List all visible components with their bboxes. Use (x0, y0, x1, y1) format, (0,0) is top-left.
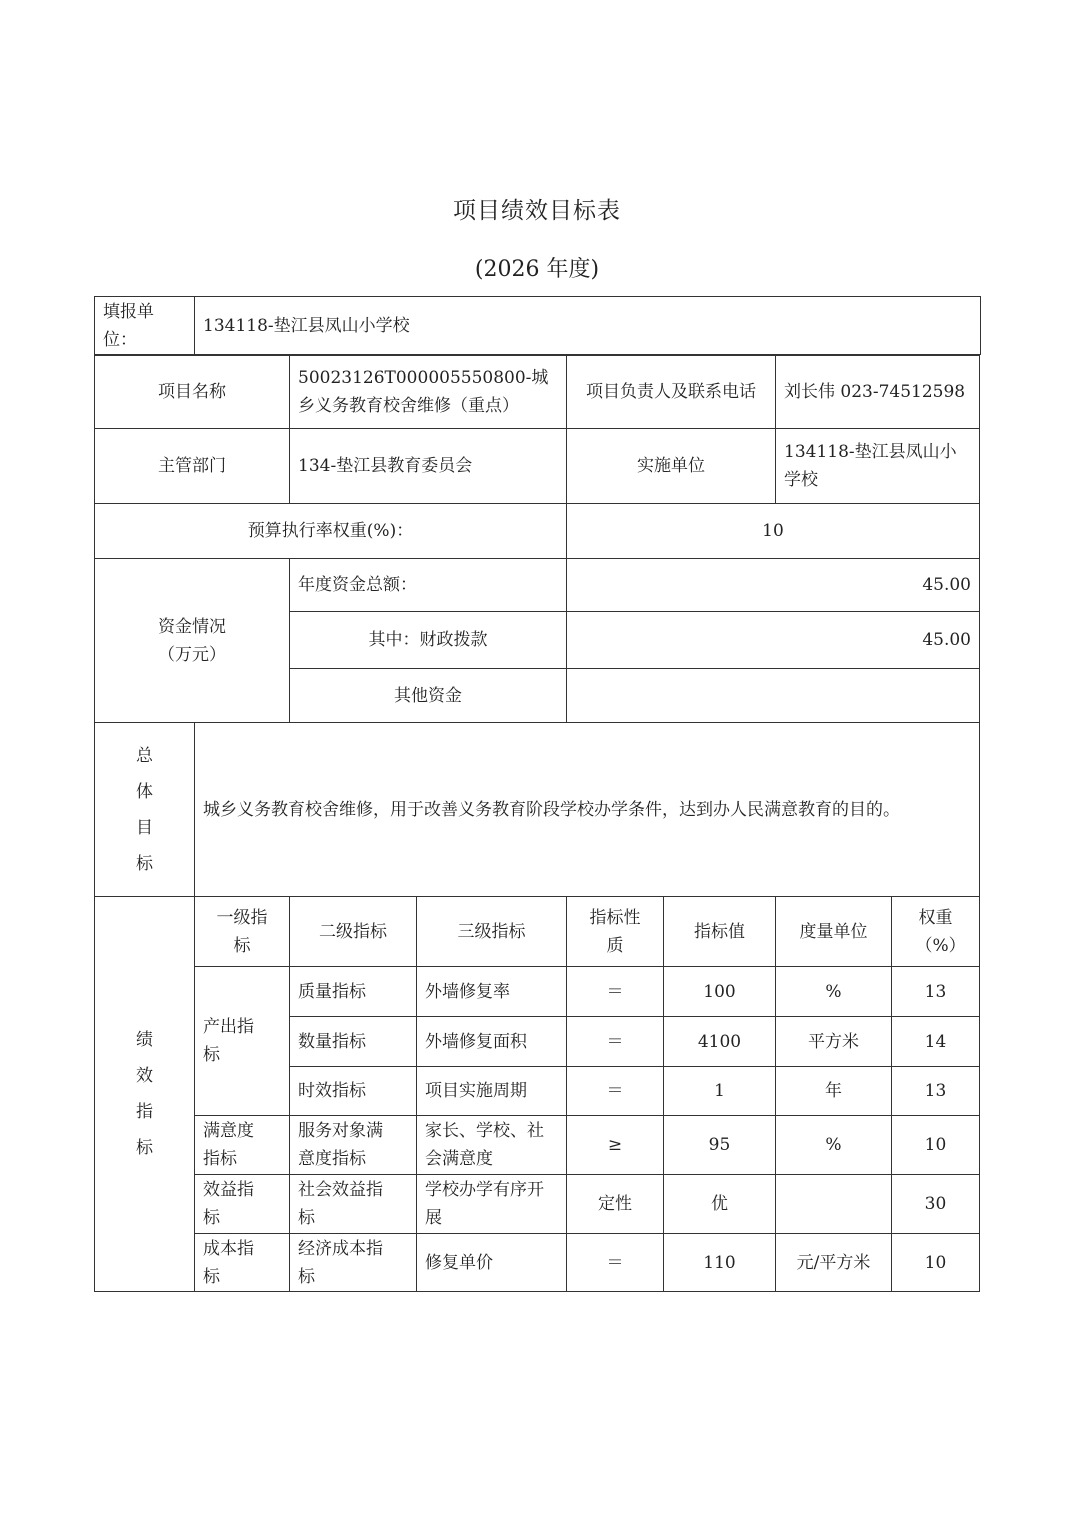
page-subtitle: (2026 年度) (474, 257, 600, 282)
weight-text: 14 (924, 1031, 947, 1052)
level1-output-text: 产出指标 (203, 1017, 254, 1065)
nature-text: ＝ (606, 981, 624, 1002)
budget-value-cell (566, 503, 980, 559)
table-row-cell (891, 1174, 980, 1234)
unit-text: 年 (825, 1081, 842, 1101)
level3-text: 外墙修复率 (425, 981, 510, 1002)
header-level3-text: 三级指标 (457, 921, 526, 942)
funds-other-label-cell (289, 668, 567, 723)
level1-satisfaction-text: 满意度指标 (203, 1121, 254, 1169)
unit-text: 元/平方米 (796, 1252, 871, 1273)
table-row-cell (566, 1066, 664, 1116)
goal-text-cell (194, 722, 980, 897)
goal-text: 城乡义务教育校舍维修，用于改善义务教育阶段学校办学条件，达到办人民满意教育的目的。 (203, 799, 900, 820)
nature-text: ＝ (606, 1081, 624, 1101)
table-row-cell (663, 1174, 776, 1234)
table-row-cell (566, 1174, 664, 1234)
table-row-cell (775, 966, 892, 1017)
filing-unit-label-cell (94, 296, 195, 355)
nature-text: ≥ (607, 1135, 623, 1155)
funds-label-cell (94, 558, 290, 723)
project-leader-value: 刘长伟 023-74512598 (784, 382, 966, 402)
impl-value-cell (775, 428, 980, 504)
dept-label: 主管部门 (158, 456, 226, 476)
table-row-cell (289, 1174, 417, 1234)
project-leader-label: 项目负责人及联系电话 (586, 382, 756, 402)
header-unit-text: 度量单位 (799, 921, 868, 942)
level2-text: 时效指标 (298, 1081, 366, 1101)
unit-text: % (825, 981, 842, 1002)
header-value (663, 896, 776, 967)
table-row-cell (416, 1066, 567, 1116)
project-name-label: 项目名称 (158, 382, 226, 402)
funds-total-label: 年度资金总额： (298, 575, 417, 595)
indicators-label-cell (94, 896, 195, 1292)
header-nature-text: 指标性质 (589, 907, 641, 956)
budget-value: 10 (762, 521, 784, 541)
nature-text: ＝ (606, 1252, 624, 1273)
level2-text: 经济成本指标 (298, 1238, 383, 1287)
funds-fiscal-label: 其中：财政拨款 (368, 630, 488, 650)
project-name-value: 50023126T000005550800-城乡义务教育校舍维修（重点） (298, 368, 549, 416)
funds-other-label: 其他资金 (394, 685, 462, 706)
level1-benefit-text: 效益指标 (203, 1180, 254, 1228)
funds-label: 资金情况（万元） (158, 616, 226, 665)
value-text: 95 (708, 1135, 731, 1155)
value-text: 1 (714, 1081, 725, 1101)
level3-text: 外墙修复面积 (425, 1031, 527, 1052)
table-row-cell (289, 1016, 417, 1067)
budget-label-cell (94, 503, 567, 559)
unit-text: % (825, 1135, 842, 1155)
dept-value: 134-垫江县教育委员会 (298, 456, 473, 476)
table-row-cell (663, 1233, 776, 1292)
weight-text: 10 (924, 1135, 947, 1155)
table-row-cell (289, 1233, 417, 1292)
project-leader-label-cell (566, 355, 776, 429)
table-row-cell (775, 1115, 892, 1175)
weight-text: 30 (924, 1194, 947, 1214)
table-row-cell (566, 966, 664, 1017)
level2-text: 质量指标 (298, 981, 366, 1002)
page-title: 项目绩效目标表 (453, 198, 621, 224)
table-row-cell (775, 1233, 892, 1292)
header-value-text: 指标值 (694, 921, 745, 942)
table-row-cell (416, 1233, 567, 1292)
funds-fiscal-label-cell (289, 611, 567, 669)
budget-label: 预算执行率权重(%)： (247, 521, 414, 541)
table-row-cell (416, 1115, 567, 1175)
header-unit (775, 896, 892, 967)
project-name-value-cell (289, 355, 567, 429)
table-row-cell (416, 1174, 567, 1234)
level3-text: 修复单价 (425, 1252, 493, 1273)
table-row-cell (891, 1115, 980, 1175)
table-row-cell (289, 1115, 417, 1175)
dept-label-cell (94, 428, 290, 504)
funds-total-value: 45.00 (922, 575, 971, 595)
goal-label: 总体目标 (136, 745, 153, 874)
value-text: 100 (703, 981, 736, 1002)
header-weight-text: 权重（%） (915, 907, 966, 956)
header-level1-text: 一级指标 (216, 907, 268, 956)
filing-unit-value: 134118-垫江县凤山小学校 (203, 315, 410, 336)
funds-fiscal-value: 45.00 (922, 630, 971, 650)
funds-fiscal-value-cell (566, 611, 980, 669)
level2-text: 数量指标 (298, 1031, 366, 1052)
table-row-cell (663, 966, 776, 1017)
impl-label-cell (566, 428, 776, 504)
level2-text: 服务对象满意度指标 (298, 1121, 383, 1169)
impl-label: 实施单位 (637, 456, 705, 476)
level1-output (194, 966, 290, 1116)
level2-text: 社会效益指标 (298, 1180, 383, 1228)
weight-text: 13 (924, 981, 947, 1002)
value-text: 4100 (697, 1031, 742, 1052)
header-level2 (289, 896, 417, 967)
unit-text: 平方米 (808, 1031, 859, 1052)
header-weight (891, 896, 980, 967)
nature-text: 定性 (598, 1194, 632, 1214)
indicators-label: 绩效指标 (136, 1030, 153, 1158)
weight-text: 10 (924, 1252, 947, 1273)
weight-text: 13 (924, 1081, 947, 1101)
value-text: 优 (711, 1194, 728, 1214)
level3-text: 学校办学有序开展 (425, 1180, 544, 1228)
header-level1 (194, 896, 290, 967)
table-row-cell (775, 1174, 892, 1234)
header-level3 (416, 896, 567, 967)
level1-cost (194, 1233, 290, 1292)
table-row-cell (566, 1115, 664, 1175)
table-row-cell (416, 1016, 567, 1067)
table-row-cell (775, 1066, 892, 1116)
table-row-cell (891, 966, 980, 1017)
nature-text: ＝ (606, 1031, 624, 1052)
header-nature (566, 896, 664, 967)
table-row-cell (663, 1016, 776, 1067)
goal-label-cell (94, 722, 195, 897)
table-row-cell (891, 1066, 980, 1116)
table-row-cell (416, 966, 567, 1017)
funds-other-value-cell (566, 668, 980, 723)
table-row-cell (566, 1233, 664, 1292)
funds-total-label-cell (289, 558, 567, 612)
table-row-cell (663, 1115, 776, 1175)
filing-unit-label: 填报单位： (103, 301, 154, 350)
impl-value: 134118-垫江县凤山小学校 (784, 442, 957, 490)
table-row-cell (289, 1066, 417, 1116)
project-name-label-cell (94, 355, 290, 429)
table-row-cell (289, 966, 417, 1017)
funds-total-value-cell (566, 558, 980, 612)
table-row-cell (566, 1016, 664, 1067)
table-row-cell (663, 1066, 776, 1116)
filing-unit-value-cell (195, 296, 981, 355)
table-row-cell (891, 1016, 980, 1067)
level1-cost-text: 成本指标 (203, 1238, 254, 1287)
header-level2-text: 二级指标 (319, 921, 387, 942)
level1-benefit (194, 1174, 290, 1234)
level3-text: 项目实施周期 (425, 1081, 527, 1101)
project-leader-value-cell (775, 355, 980, 429)
level1-satisfaction (194, 1115, 290, 1175)
table-row-cell (891, 1233, 980, 1292)
table-row-cell (775, 1016, 892, 1067)
level3-text: 家长、学校、社会满意度 (425, 1121, 544, 1169)
dept-value-cell (289, 428, 567, 504)
value-text: 110 (703, 1252, 736, 1273)
